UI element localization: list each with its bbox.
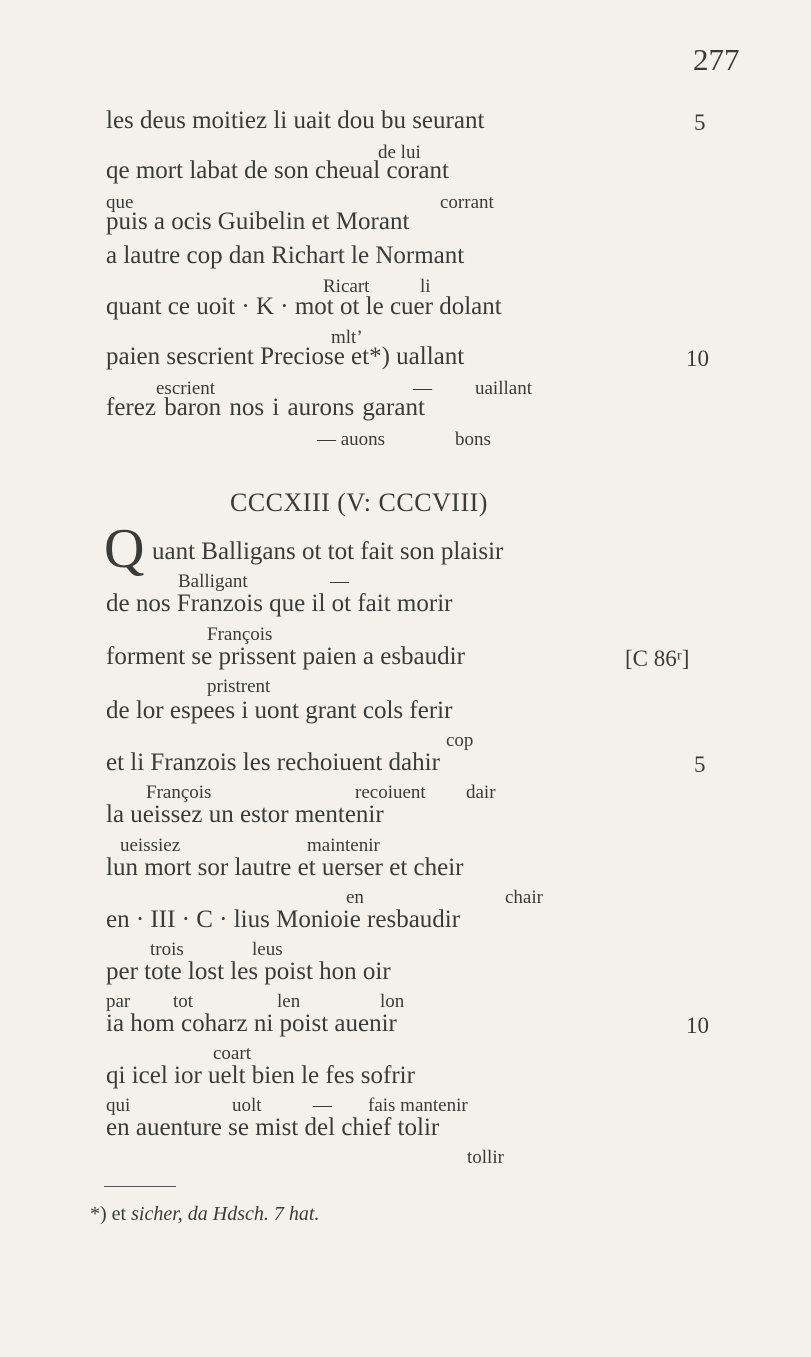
footnote-italic: 7 hat.	[273, 1203, 320, 1225]
verse-line: puis a ocis Guibelin et Morant	[106, 208, 410, 235]
footnote	[90, 1203, 319, 1226]
variant-reading: —	[313, 1095, 332, 1116]
variant-reading: uolt	[232, 1095, 262, 1116]
verse-line: ferez baron nos i aurons garant	[106, 394, 425, 421]
variant-reading: Ricart	[323, 276, 370, 297]
verse-line: quant ce uoit · K · mot ot le cuer dolant	[106, 293, 502, 320]
variant-reading: ueissiez	[120, 835, 181, 856]
variant-reading: mlt’	[331, 327, 363, 348]
verse-line: en auenture se mist del chief tolir	[106, 1114, 440, 1141]
variant-reading: — auons	[317, 429, 386, 450]
verse-line: ia hom coharz ni poist auenir	[106, 1010, 397, 1037]
line-number: 5	[694, 110, 706, 135]
variant-reading: lon	[380, 991, 405, 1012]
footnote-prefix: et	[111, 1203, 127, 1225]
verse-line: paien sescrient Preciose et*) uallant	[106, 343, 465, 370]
variant-reading: len	[277, 991, 301, 1012]
verse-line: en · III · C · lius Monioie resbaudir	[106, 906, 461, 933]
variant-reading: que	[106, 192, 134, 213]
variant-reading: par	[106, 991, 131, 1012]
footnote-italic: da Hdsch.	[187, 1203, 269, 1225]
verse-line: lun mort sor lautre et uerser et cheir	[106, 854, 464, 881]
footnote-rule	[104, 1186, 176, 1187]
variant-reading: cop	[446, 730, 474, 751]
verse-line: de lor espees i uont grant cols ferir	[106, 697, 453, 724]
verse-line: les deus moitiez li uait dou bu seurant	[106, 107, 485, 134]
verse-line: per tote lost les poist hon oir	[106, 958, 391, 985]
variant-reading: de lui	[378, 142, 421, 163]
variant-reading: tollir	[467, 1147, 504, 1168]
variant-reading: fais mantenir	[368, 1095, 468, 1116]
line-number: 5	[694, 752, 706, 777]
verse-line: uant Balligans ot tot fait son plaisir	[152, 538, 504, 565]
variant-reading: leus	[252, 939, 283, 960]
variant-reading: trois	[150, 939, 184, 960]
variant-reading: uaillant	[475, 378, 532, 399]
page-number: 277	[693, 42, 740, 77]
variant-reading: Balligant	[178, 571, 248, 592]
variant-reading: corrant	[440, 192, 494, 213]
drop-cap: Q	[104, 518, 145, 580]
verse-line: la ueissez un estor mentenir	[106, 801, 384, 828]
footnote-italic: sicher,	[131, 1203, 183, 1225]
footnote-marker: *)	[90, 1203, 107, 1225]
variant-reading: pristrent	[207, 676, 271, 697]
variant-reading: escrient	[156, 378, 216, 399]
variant-reading: François	[207, 624, 273, 645]
margin-reference: [C 86ʳ]	[625, 646, 690, 671]
line-number: 10	[686, 346, 709, 371]
laisse-heading: CCCXIII (V: CCCVIII)	[230, 488, 488, 517]
verse-line: qi icel ior uelt bien le fes sofrir	[106, 1062, 415, 1089]
variant-reading: bons	[455, 429, 491, 450]
variant-reading: recoiuent	[355, 782, 426, 803]
verse-line: forment se prissent paien a esbaudir	[106, 643, 465, 670]
verse-line: a lautre cop dan Richart le Normant	[106, 242, 465, 269]
variant-reading: en	[346, 887, 364, 908]
verse-line: et li Franzois les rechoiuent dahir	[106, 749, 440, 776]
verse-line: de nos Franzois que il ot fait morir	[106, 590, 453, 617]
variant-reading: qui	[106, 1095, 131, 1116]
variant-reading: maintenir	[307, 835, 380, 856]
variant-reading: chair	[505, 887, 543, 908]
variant-reading: François	[146, 782, 212, 803]
variant-reading: —	[330, 571, 349, 592]
line-number: 10	[686, 1013, 709, 1038]
variant-reading: coart	[213, 1043, 251, 1064]
verse-line: qe mort labat de son cheual corant	[106, 157, 449, 184]
variant-reading: li	[420, 276, 431, 297]
variant-reading: tot	[173, 991, 194, 1012]
variant-reading: dair	[466, 782, 496, 803]
variant-reading: —	[413, 378, 432, 399]
